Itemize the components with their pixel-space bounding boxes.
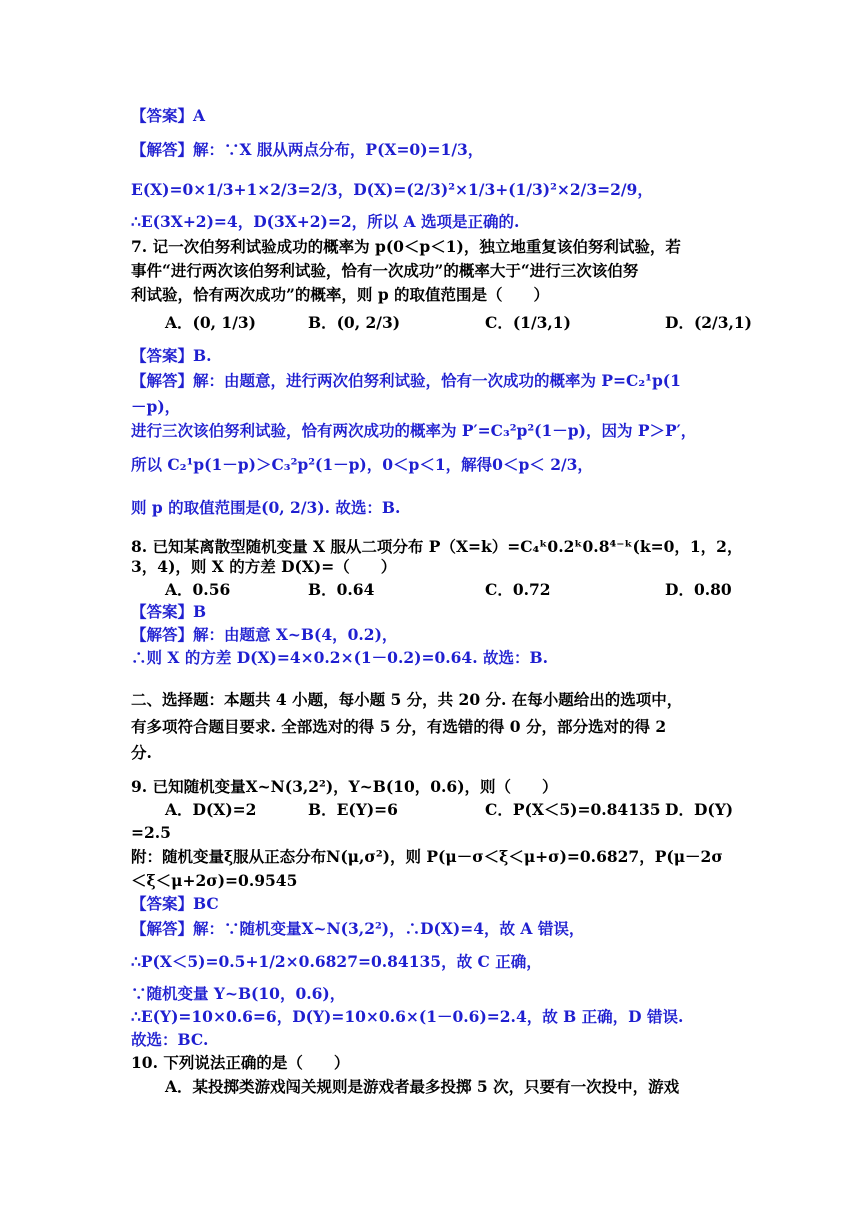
text-line: 则 p 的取值范围是(0, 2/3). 故选：B. — [131, 498, 401, 517]
text-line: 【解答】解：由题意，进行两次伯努利试验，恰有一次成功的概率为 P=C₂¹p(1 — [131, 371, 681, 390]
text-line: 进行三次该伯努利试验，恰有两次成功的概率为 P′=C₃²p²(1－p)，因为 P＞P′， — [131, 421, 697, 440]
option-q8: A．0.56 — [165, 580, 231, 599]
text-line: 利试验，恰有两次成功”的概率，则 p 的取值范围是（ ） — [131, 285, 550, 304]
option-q9: B．E(Y)=6 — [308, 800, 398, 819]
option-q8: C．0.72 — [485, 580, 551, 599]
text-line: 二、选择题：本题共 4 小题，每小题 5 分，共 20 分. 在每小题给出的选项中， — [131, 690, 683, 709]
option-q9: D．D(Y) — [665, 800, 734, 819]
option-q7: A．(0, 1/3) — [165, 313, 257, 332]
text-line: ＜ξ＜μ+2σ)=0.9545 — [131, 871, 298, 890]
text-line: ∴P(X＜5)=0.5+1/2×0.6827=0.84135，故 C 正确， — [131, 952, 542, 971]
text-line: 【答案】B — [131, 602, 207, 621]
text-line: 3，4)，则 X 的方差 D(X)=（ ） — [131, 557, 397, 576]
text-line: 【答案】B. — [131, 346, 212, 365]
text-line: 有多项符合题目要求. 全部选对的得 5 分，有选错的得 0 分，部分选对的得 2 — [131, 717, 667, 736]
text-line: 事件“进行两次该伯努利试验，恰有一次成功”的概率大于“进行三次该伯努 — [131, 261, 639, 280]
option-q10-a: A．某投掷类游戏闯关规则是游戏者最多投掷 5 次，只要有一次投中，游戏 — [165, 1077, 680, 1096]
text-line: E(X)=0×1/3+1×2/3=2/3，D(X)=(2/3)²×1/3+(1/3)²×2/3=2/9， — [131, 180, 653, 199]
text-line: 7. 记一次伯努利试验成功的概率为 p(0＜p＜1)，独立地重复该伯努利试验，若 — [131, 237, 681, 256]
text-line: －p)， — [131, 397, 181, 416]
text-line: ∴E(3X+2)=4，D(3X+2)=2，所以 A 选项是正确的. — [131, 212, 520, 231]
text-line: 8. 已知某离散型随机变量 X 服从二项分布 P（X=k）=C₄ᵏ0.2ᵏ0.8⁴⁻ᵏ(k=0，1，2， — [131, 537, 743, 556]
text-line: 【答案】A — [131, 106, 206, 125]
option-q8: D．0.80 — [665, 580, 732, 599]
text-line: 分. — [131, 743, 152, 762]
text-line: 9. 已知随机变量X~N(3,2²)，Y~B(10，0.6)，则（ ） — [131, 777, 558, 796]
option-q8: B．0.64 — [308, 580, 375, 599]
text-line: 【答案】BC — [131, 894, 219, 913]
text-line: 附：随机变量ξ服从正态分布N(μ,σ²)，则 P(μ－σ＜ξ＜μ+σ)=0.6827，P(μ－2σ — [131, 847, 723, 866]
option-q7: D．(2/3,1) — [665, 313, 753, 332]
text-line: ∵随机变量 Y~B(10，0.6)， — [131, 984, 346, 1003]
text-line: 所以 C₂¹p(1－p)＞C₃²p²(1－p)，0＜p＜1，解得0＜p＜ 2/3， — [131, 455, 593, 474]
option-q7: C．(1/3,1) — [485, 313, 571, 332]
text-line: ∴E(Y)=10×0.6=6，D(Y)=10×0.6×(1－0.6)=2.4，故 B 正确，D 错误. — [131, 1007, 684, 1026]
text-line: 【解答】解：∵随机变量X~N(3,2²)，∴D(X)=4，故 A 错误， — [131, 919, 585, 938]
text-line: 10. 下列说法正确的是（ ） — [131, 1053, 350, 1072]
option-q9: C．P(X＜5)=0.84135 — [485, 800, 661, 819]
text-line: 【解答】解：∵X 服从两点分布，P(X=0)=1/3， — [131, 140, 484, 159]
text-line: ∴则 X 的方差 D(X)=4×0.2×(1－0.2)=0.64. 故选：B. — [131, 648, 549, 667]
text-line: 故选：BC. — [131, 1030, 209, 1049]
text-line: =2.5 — [131, 823, 171, 842]
option-q9: A．D(X)=2 — [165, 800, 257, 819]
text-line: 【解答】解：由题意 X~B(4，0.2)， — [131, 625, 398, 644]
option-q7: B．(0, 2/3) — [308, 313, 401, 332]
